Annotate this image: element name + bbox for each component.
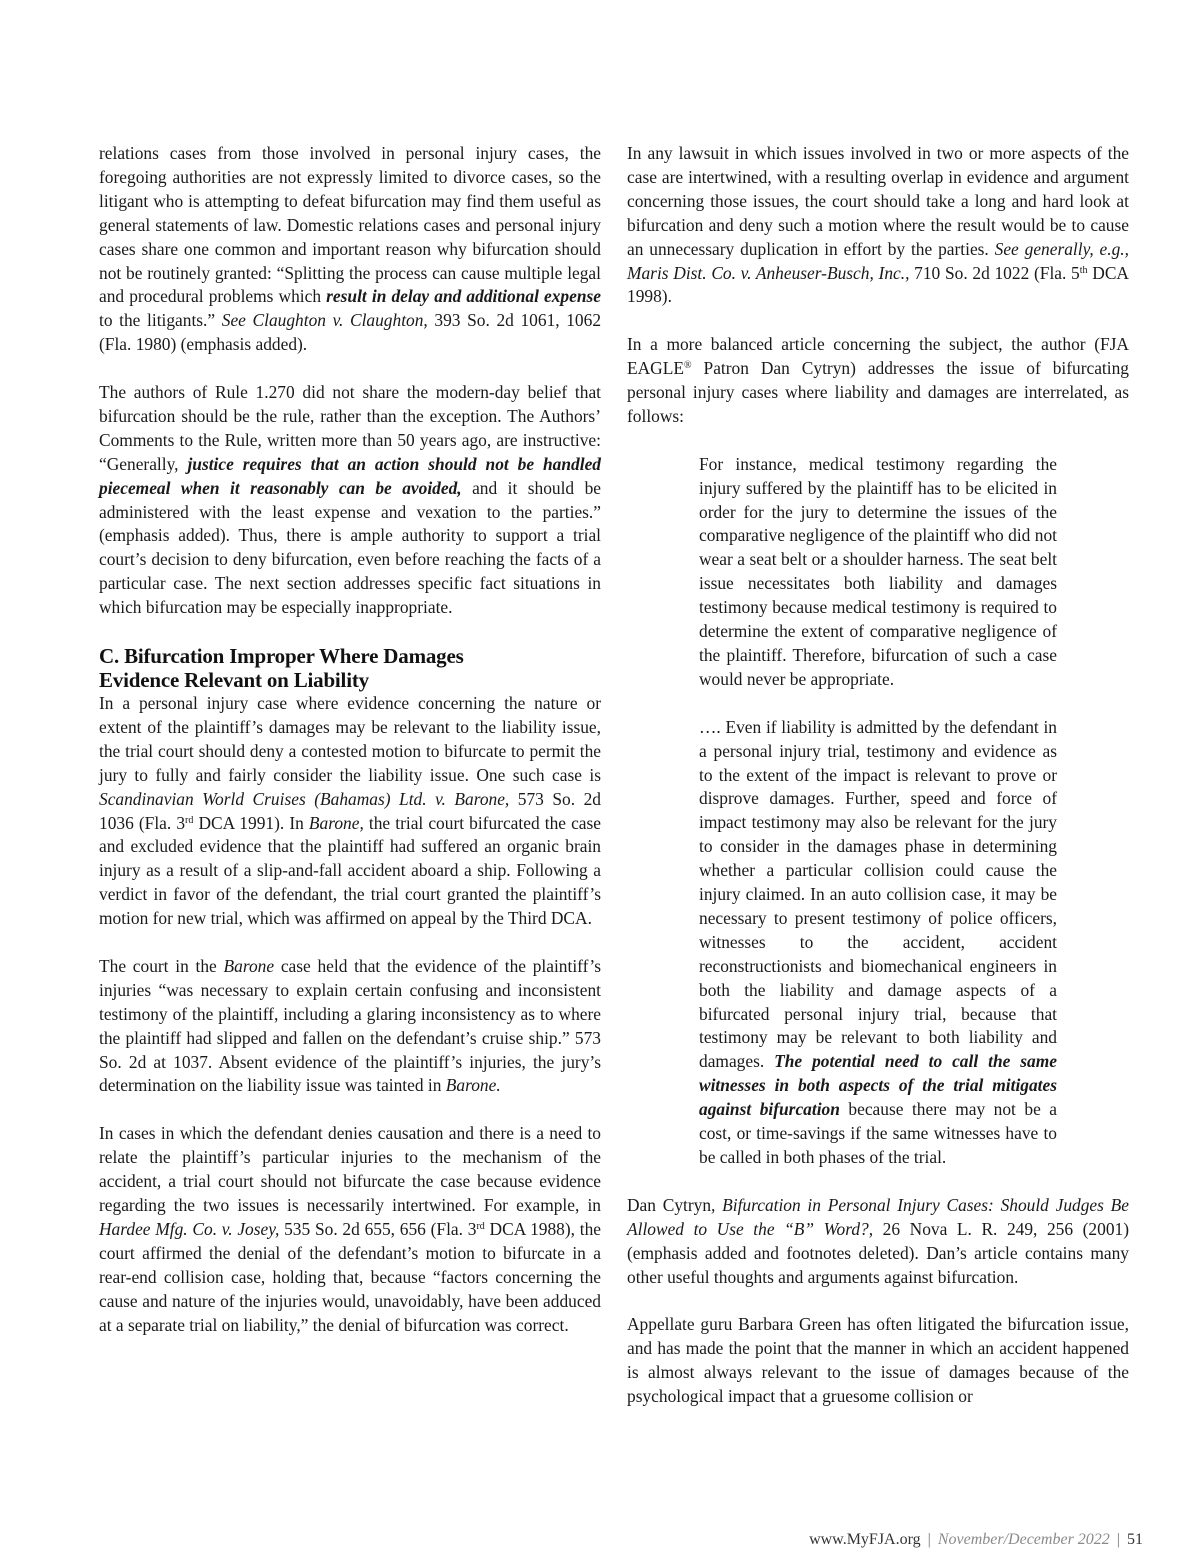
- text-run: the trial court bifurcated the case and excluded evidence that the plaintiff had suffered an organic brain injury as a result of a slip-and-fall accident aboard a ship. Following a verdict in favor of the defendant, the trial court granted the plaintiff’s motion for new trial, which was affirmed on appeal by the Third DCA.: [99, 812, 601, 929]
- website-link[interactable]: www.MyFJA.org: [809, 1531, 921, 1548]
- page-footer: [809, 1530, 1143, 1550]
- text-run: to the litigants.”: [99, 310, 222, 331]
- quote-paragraph: [699, 716, 1057, 1170]
- case-citation: Scandinavian World Cruises (Bahamas) Ltd. v. Barone,: [99, 788, 510, 809]
- text-run: 710 So. 2d 1022 (Fla. 5: [909, 262, 1080, 283]
- paragraph: [99, 692, 601, 931]
- emphasis-text: The potential need to call the same witnesses in both aspects of the trial mitigates against bifurcation: [699, 1051, 1057, 1120]
- text-run: 26 Nova L. R. 249, 256 (2001) (emphasis added and footnotes deleted). Dan’s article contains many other useful thoughts and arguments against bifurcation.: [627, 1218, 1129, 1287]
- text-run: and it should be administered with the least expense and vexation to the parties.” (emphasis added). Thus, there is ample authority to support a trial court’s decision to deny bifurcation, even before reaching the facts of a particular case. The next section addresses specific fact situations in which bifurcation may be especially inappropriate.: [99, 477, 601, 618]
- text-run: The court in the: [99, 955, 224, 976]
- case-citation: See generally, e.g., Maris Dist. Co. v. Anheuser-Busch, Inc.,: [627, 238, 1129, 283]
- heading-line: Evidence Relevant on Liability: [99, 668, 369, 692]
- left-column: [99, 142, 601, 1337]
- case-citation: Barone: [223, 955, 275, 976]
- case-citation: See Claughton v. Claughton,: [221, 310, 428, 331]
- text-run: The authors of Rule 1.270 did not share the modern-day belief that bifurcation should be the rule, rather than the exception. The Authors’ Comments to the Rule, written more than 50 years ago, are instructive: “Generally,: [99, 382, 601, 474]
- text-run: DCA 1991). In: [193, 812, 309, 833]
- emphasis-text: justice requires that an action should not be handled piecemeal when it reasonably can be avoided,: [99, 453, 601, 498]
- text-run: because there may not be a cost, or time-savings if the same witnesses have to be called in both phases of the trial.: [699, 1099, 1058, 1168]
- footer-separator: |: [927, 1531, 931, 1548]
- page-number: 51: [1127, 1531, 1143, 1548]
- ordinal-superscript: rd: [185, 814, 194, 826]
- emphasis-text: result in delay and additional expense: [326, 286, 602, 307]
- article-title: , Bifurcation in Personal Injury Cases: Should Judges Be Allowed to Use the “B” Word?,: [627, 1194, 1129, 1239]
- text-run: DCA 1988), the court affirmed the denial of the defendant’s motion to bifurcate in a rear-end collision case, holding that, because “factors concerning the cause and nature of the injuries would, unavoidably, have been adduced at a separate trial on liability,” the denial of bifurcation was correct.: [99, 1218, 602, 1335]
- text-run: 393 So. 2d 1061, 1062 (Fla. 1980) (emphasis added).: [99, 310, 602, 355]
- text-run: In a personal injury case where evidence concerning the nature or extent of the plaintiff’s damages may be relevant to the liability issue, the trial court should deny a contested motion to bifurcate to permit the jury to fully and fairly consider the liability issue. One such case is: [99, 693, 601, 785]
- paragraph: [627, 142, 1129, 309]
- footer-separator: |: [1116, 1531, 1120, 1548]
- paragraph: [99, 1122, 601, 1337]
- paragraph: [627, 333, 1129, 429]
- paragraph: Appellate guru Barbara Green has often litigated the bifurcation issue, and has made the point that the manner in which an accident happened is almost always relevant to the issue of damages because of the psychological impact that a gruesome collision or: [627, 1314, 1129, 1407]
- paragraph: [99, 142, 601, 357]
- registered-mark: ®: [684, 360, 692, 372]
- case-citation: Hardee Mfg. Co. v. Josey,: [99, 1218, 280, 1239]
- text-run: DCA 1998).: [627, 262, 1129, 307]
- text-run: In any lawsuit in which issues involved in two or more aspects of the case are intertwined, with a resulting overlap in evidence and argument concerning those issues, the court should take a long and hard look at bifurcation and deny such a motion where the result would be to cause an unnecessary duplication in effort by the parties.: [627, 143, 1129, 259]
- text-run: In a more balanced article concerning the subject, the author (FJA EAGLE: [627, 334, 1129, 379]
- quote-paragraph: For instance, medical testimony regarding the injury suffered by the plaintiff has to be elicited in order for the jury to determine the issues of the comparative negligence of the plaintiff who did not wear a seat belt or a shoulder harness. The seat belt issue necessitates both liability and damages testimony because medical testimony is required to determine the extent of comparative negligence of the plaintiff. Therefore, bifurcation of such a case would never be appropriate.: [699, 453, 1057, 689]
- case-citation: Barone,: [308, 812, 364, 833]
- section-heading: [99, 644, 601, 692]
- heading-line: C. Bifurcation Improper Where Damages: [99, 644, 464, 668]
- case-citation: Barone.: [445, 1075, 501, 1096]
- right-column: [627, 142, 1129, 1409]
- ordinal-superscript: th: [1079, 264, 1088, 276]
- author-name: Dan Cytryn: [627, 1194, 712, 1215]
- text-run: 535 So. 2d 655, 656 (Fla. 3: [279, 1218, 477, 1239]
- text-run: case held that the evidence of the plaintiff’s injuries “was necessary to explain certain confusing and inconsistent testimony of the plaintiff, including a glaring inconsistency as to where the plaintiff had slipped and fallen on the defendant’s cruise ship.” 573 So. 2d at 1037. Absent evidence of the plaintiff’s injuries, the jury’s determination on the liability issue was tainted in: [99, 955, 601, 1096]
- ordinal-superscript: rd: [476, 1220, 485, 1232]
- paragraph: [99, 955, 601, 1098]
- text-run: …. Even if liability is admitted by the defendant in a personal injury trial, testimony and evidence as to the extent of the impact is relevant to prove or disprove damages. Further, speed and force of impact testimony may also be relevant for the jury to consider in the damages phase in determining whether a particular collision could cause the injury claimed. In an auto collision case, it may be necessary to present testimony of police officers, witnesses to the accident, accident reconstructionists and biomechanical engineers in both the liability and damage aspects of a bifurcated personal injury trial, because that testimony may be relevant to both liability and damages.: [699, 716, 1057, 1072]
- paragraph: [627, 1194, 1129, 1290]
- text-run: relations cases from those involved in personal injury cases, the foregoing authorities are not expressly limited to divorce cases, so the litigant who is attempting to defeat bifurcation may find them useful as general statements of law. Domestic relations cases and personal injury cases share one common and important reason why bifurcation should not be routinely granted: “Splitting the process can cause multiple legal and procedural problems which: [99, 143, 601, 307]
- text-run: Patron Dan Cytryn) addresses the issue of bifurcating personal injury cases where liability and damages are interrelated, as follows:: [627, 358, 1129, 426]
- paragraph: [99, 381, 601, 620]
- issue-date: November/December 2022: [937, 1531, 1110, 1548]
- block-quote: [699, 453, 1057, 1170]
- text-run: 573 So. 2d 1036 (Fla. 3: [99, 788, 601, 833]
- text-run: In cases in which the defendant denies causation and there is a need to relate the plaintiff’s particular injuries to the mechanism of the accident, a trial court should not bifurcate the case because evidence regarding the two issues is necessarily intertwined. For example, in: [99, 1123, 601, 1215]
